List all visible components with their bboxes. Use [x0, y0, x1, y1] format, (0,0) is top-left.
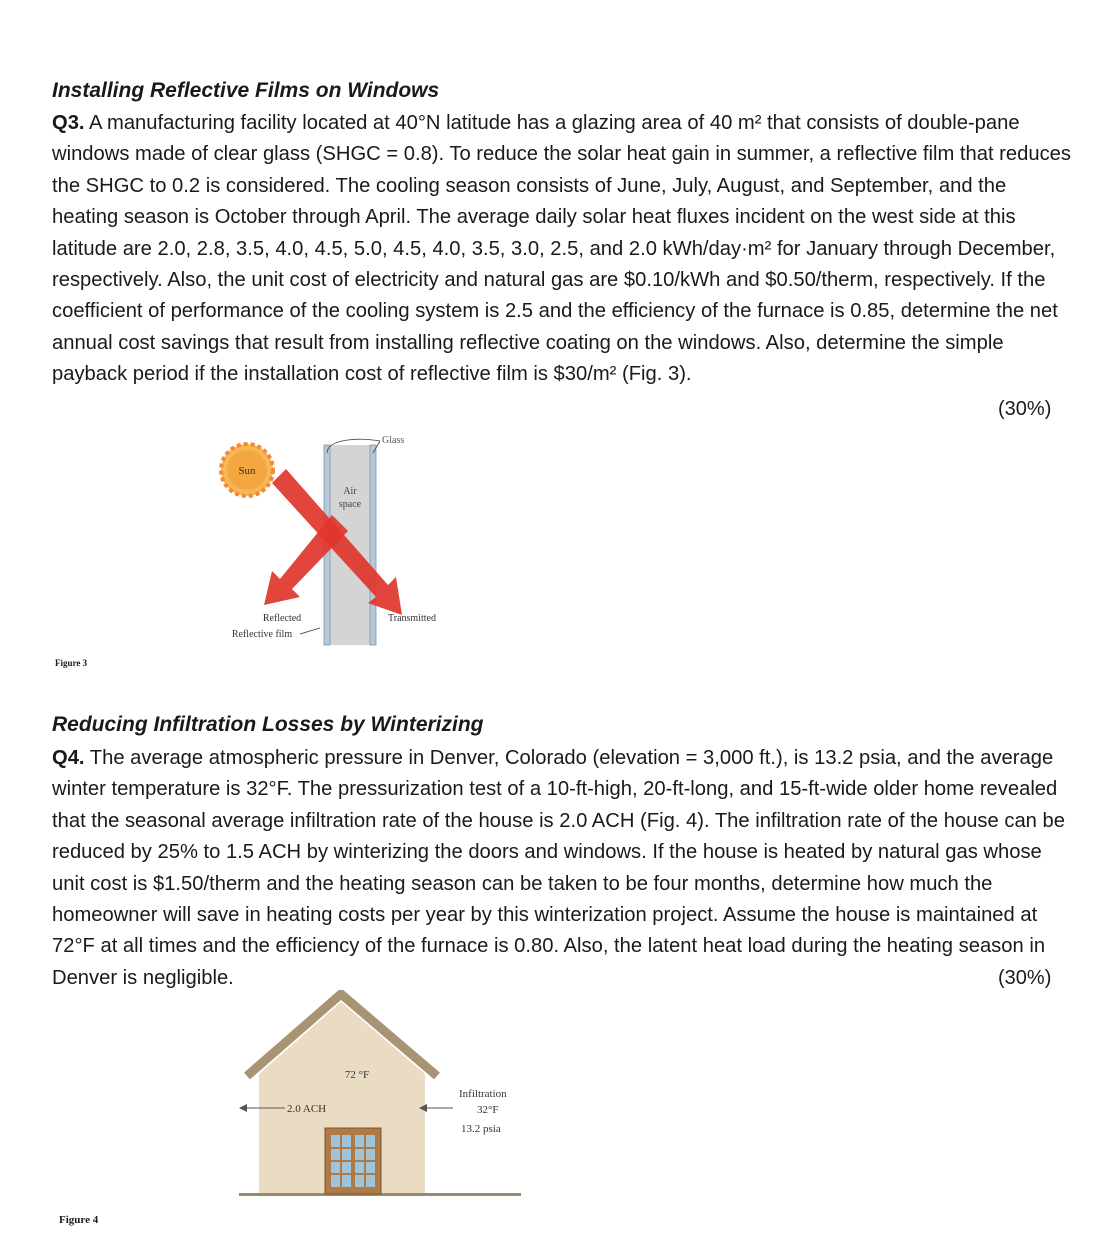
pressure-label: 13.2 psia — [461, 1123, 501, 1135]
ach-label: 2.0 ACH — [287, 1103, 327, 1115]
q3-marks: (30%) — [998, 398, 1052, 420]
q4-marks: (30%) — [998, 967, 1052, 989]
reflected-label: Reflected — [262, 613, 302, 624]
figure-3-caption: Figure 3 — [55, 658, 88, 668]
reflective-film-label: Reflective film — [231, 629, 293, 640]
figure-4-diagram — [225, 990, 535, 1205]
q4-text: The average atmospheric pressure in Denver, Colorado (elevation = 3,000 ft.), is 13.2 psia, and the average winter temperature is 32°F. The pressurization test of a 10-ft-high, 20-ft-long, and 15-ft-wide older home revealed that the seasonal average infiltration rate of the house is 2.0 ACH (Fig. 4). The infiltration rate of the house can be reduced by 25% to 1.5 ACH by winterizing the doors and windows. If the house is heated by natural gas whose unit cost is $1.50/therm and the heating season can be taken to be four months, determine how much the homeowner will save in heating costs per year by this winterization project. Assume the house is maintained at 72°F at all times and the efficiency of the furnace is 0.80. Also, the latent heat load during the heating season in Denver is negligible. — [52, 747, 1065, 989]
space-label: space — [338, 499, 362, 510]
q4-paragraph — [52, 743, 1077, 994]
q3-text: A manufacturing facility located at 40°N latitude has a glazing area of 40 m² that consists of double-pane windows made of clear glass (SHGC = 0.8). To reduce the solar heat gain in summer, a reflective film that reduces the SHGC to 0.2 is considered. The cooling season consists of June, July, August, and September, and the heating season is October through April. The average daily solar heat fluxes incident on the west side at this latitude are 2.0, 2.8, 3.5, 4.0, 4.5, 5.0, 4.5, 4.0, 3.5, 3.0, 2.5, and 2.0 kWh/day·m² for January through December, respectively. Also, the unit cost of electricity and natural gas are $0.10/kWh and $0.50/therm, respectively. If the coefficient of performance of the cooling system is 2.5 and the efficiency of the furnace is 0.85, determine the net annual cost savings that result from installing reflective coating on the windows. Also, determine the simple payback period if the installation cost of reflective film is $30/m² (Fig. 3). — [52, 112, 1072, 386]
transmitted-label: Transmitted — [388, 613, 436, 624]
q4-label: Q4. — [52, 747, 85, 769]
figure-4-caption: Figure 4 — [59, 1214, 99, 1226]
glass-label: Glass — [382, 435, 405, 446]
q3-label: Q3. — [52, 112, 85, 134]
q3-heading: Installing Reflective Films on Windows — [52, 79, 440, 102]
outside-temperature-label: 32°F — [477, 1104, 499, 1116]
film-leader — [300, 628, 320, 634]
door-icon — [325, 1128, 381, 1194]
sun-label: Sun — [238, 465, 256, 477]
glass-pane-right — [370, 445, 376, 645]
infiltration-label: Infiltration — [459, 1088, 507, 1100]
q3-paragraph — [52, 108, 1077, 391]
air-label: Air — [343, 486, 357, 497]
figure-3-diagram — [200, 425, 470, 655]
inside-temperature-label: 72 °F — [344, 1069, 370, 1081]
q4-heading: Reducing Infiltration Losses by Winterizing — [52, 713, 484, 736]
